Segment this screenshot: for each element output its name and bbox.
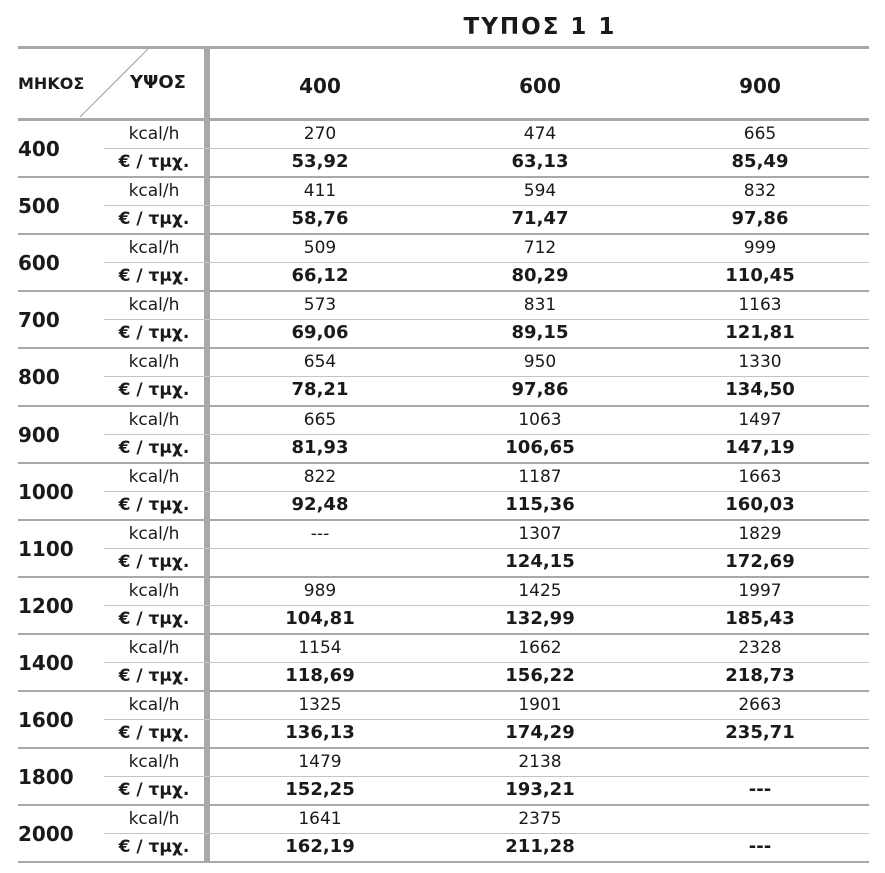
row-divider [18,576,869,578]
row-length-label: 800 [18,365,60,390]
header-diagonal-divider [78,47,150,119]
kcal-cell: 1163 [738,295,782,316]
price-cell: 147,19 [725,436,795,458]
price-cell: 218,73 [725,664,795,686]
row-divider [18,861,869,863]
kcal-cell: --- [310,523,330,544]
row-divider [18,405,869,407]
row-inner-divider [104,605,869,606]
height-col-900: 900 [739,74,781,98]
kcal-cell: 1663 [738,466,782,487]
kcal-cell: 1662 [518,637,562,658]
price-cell: 89,15 [511,322,569,344]
kcal-cell: 2328 [738,637,782,658]
kcal-cell: 665 [303,409,337,430]
price-cell: 118,69 [285,664,355,686]
height-header: ΥΨΟΣ [130,72,186,93]
kcal-cell: 1479 [298,752,342,773]
price-cell: 63,13 [511,151,569,172]
row-length-label: 2000 [18,822,74,847]
unit-kcal-label: kcal/h [128,752,180,773]
unit-kcal-label: kcal/h [128,352,180,373]
row-divider [18,519,869,521]
price-cell: 156,22 [505,664,575,686]
row-divider [18,633,869,635]
price-cell: 104,81 [285,607,355,629]
height-col-400: 400 [299,74,341,98]
row-divider [18,747,869,749]
unit-price-label: € / τμχ. [118,437,190,458]
kcal-cell: 665 [743,124,777,144]
price-cell: 121,81 [725,322,795,344]
unit-price-label: € / τμχ. [118,837,190,858]
unit-kcal-label: kcal/h [128,181,180,202]
price-cell: 81,93 [291,436,349,458]
unit-kcal-label: kcal/h [128,124,180,144]
price-cell: 69,06 [291,322,349,344]
row-length-label: 600 [18,251,60,276]
unit-price-label: € / τμχ. [118,266,190,287]
unit-price-label: € / τμχ. [118,494,190,515]
row-inner-divider [104,376,869,377]
price-cell: --- [748,779,772,801]
kcal-cell: 474 [523,124,557,144]
row-inner-divider [104,548,869,549]
unit-kcal-label: kcal/h [128,580,180,601]
unit-kcal-label: kcal/h [128,409,180,430]
kcal-cell: 1997 [738,580,782,601]
unit-price-label: € / τμχ. [118,780,190,801]
kcal-cell: 822 [303,466,337,487]
row-inner-divider [104,719,869,720]
unit-price-label: € / τμχ. [118,152,190,172]
kcal-cell: 2138 [518,752,562,773]
kcal-cell: 2375 [518,809,562,830]
row-inner-divider [104,262,869,263]
price-cell: 134,50 [725,379,795,401]
price-cell: --- [748,836,772,858]
kcal-cell: 1641 [298,809,342,830]
price-cell: 152,25 [285,779,355,801]
kcal-cell: 411 [303,181,337,202]
kcal-cell: 1187 [518,466,562,487]
unit-price-label: € / τμχ. [118,551,190,572]
price-cell: 58,76 [291,208,349,230]
row-length-label: 400 [18,137,60,161]
row-divider [18,462,869,464]
price-cell: 85,49 [731,151,789,172]
unit-price-label: € / τμχ. [118,608,190,629]
row-divider [18,290,869,292]
unit-kcal-label: kcal/h [128,809,180,830]
row-inner-divider [104,776,869,777]
kcal-cell: 950 [523,352,557,373]
kcal-cell: 712 [523,238,557,259]
price-cell: 97,86 [511,379,569,401]
price-cell: 53,92 [291,151,349,172]
unit-price-label: € / τμχ. [118,323,190,344]
price-cell: 92,48 [291,493,349,515]
row-length-label: 700 [18,308,60,333]
row-length-label: 500 [18,194,60,219]
price-cell: 115,36 [505,493,575,515]
unit-kcal-label: kcal/h [128,637,180,658]
kcal-cell: 1325 [298,695,342,715]
kcal-cell: 989 [303,580,337,601]
kcal-cell: 832 [743,181,777,202]
row-length-label: 1100 [18,536,74,561]
height-col-600: 600 [519,74,561,98]
row-length-label: 1800 [18,765,74,790]
kcal-cell: 1829 [738,523,782,544]
unit-kcal-label: kcal/h [128,295,180,316]
price-cell: 71,47 [511,208,569,230]
unit-kcal-label: kcal/h [128,466,180,487]
price-cell: 132,99 [505,607,575,629]
kcal-cell: 1307 [518,523,562,544]
kcal-cell: 654 [303,352,337,373]
kcal-cell: 270 [303,124,337,144]
unit-price-label: € / τμχ. [118,380,190,401]
price-cell: 80,29 [511,265,569,287]
price-cell: 110,45 [725,265,795,287]
unit-price-label: € / τμχ. [118,723,190,743]
row-inner-divider [104,205,869,206]
kcal-cell: 1063 [518,409,562,430]
price-cell: 160,03 [725,493,795,515]
price-cell: 185,43 [725,607,795,629]
table-title: ΤΥΠΟΣ 1 1 [463,14,617,40]
kcal-cell: 1497 [738,409,782,430]
kcal-cell: 2663 [738,695,782,715]
price-cell: 78,21 [291,379,349,401]
row-divider [18,347,869,349]
kcal-cell: 831 [523,295,557,316]
row-length-label: 1400 [18,650,74,675]
price-cell: 211,28 [505,836,575,858]
price-cell: 162,19 [285,836,355,858]
row-inner-divider [104,491,869,492]
price-cell: 174,29 [505,722,575,743]
kcal-cell: 509 [303,238,337,259]
kcal-cell: 999 [743,238,777,259]
row-inner-divider [104,434,869,435]
unit-kcal-label: kcal/h [128,238,180,259]
row-inner-divider [104,319,869,320]
row-divider [18,690,869,692]
price-cell: 66,12 [291,265,349,287]
row-length-label: 900 [18,422,60,447]
row-inner-divider [104,833,869,834]
unit-kcal-label: kcal/h [128,523,180,544]
row-length-label: 1200 [18,593,74,618]
price-cell: 172,69 [725,550,795,572]
kcal-cell: 1154 [298,637,342,658]
length-header: ΜΗΚΟΣ [18,74,85,93]
unit-price-label: € / τμχ. [118,665,190,686]
row-length-label: 1600 [18,708,74,732]
price-cell: 97,86 [731,208,789,230]
row-divider [18,804,869,806]
kcal-cell: 1901 [518,695,562,715]
row-length-label: 1000 [18,479,74,504]
unit-price-label: € / τμχ. [118,209,190,230]
kcal-cell: 594 [523,181,557,202]
unit-kcal-label: kcal/h [128,695,180,715]
kcal-cell: 1330 [738,352,782,373]
kcal-cell: 1425 [518,580,562,601]
row-divider [18,233,869,235]
price-cell: 193,21 [505,779,575,801]
row-inner-divider [104,148,869,149]
kcal-cell: 573 [303,295,337,316]
price-cell: 124,15 [505,550,575,572]
price-cell: 235,71 [725,722,795,743]
row-inner-divider [104,662,869,663]
price-cell: 136,13 [285,722,355,743]
price-cell: 106,65 [505,436,575,458]
row-divider [18,176,869,178]
